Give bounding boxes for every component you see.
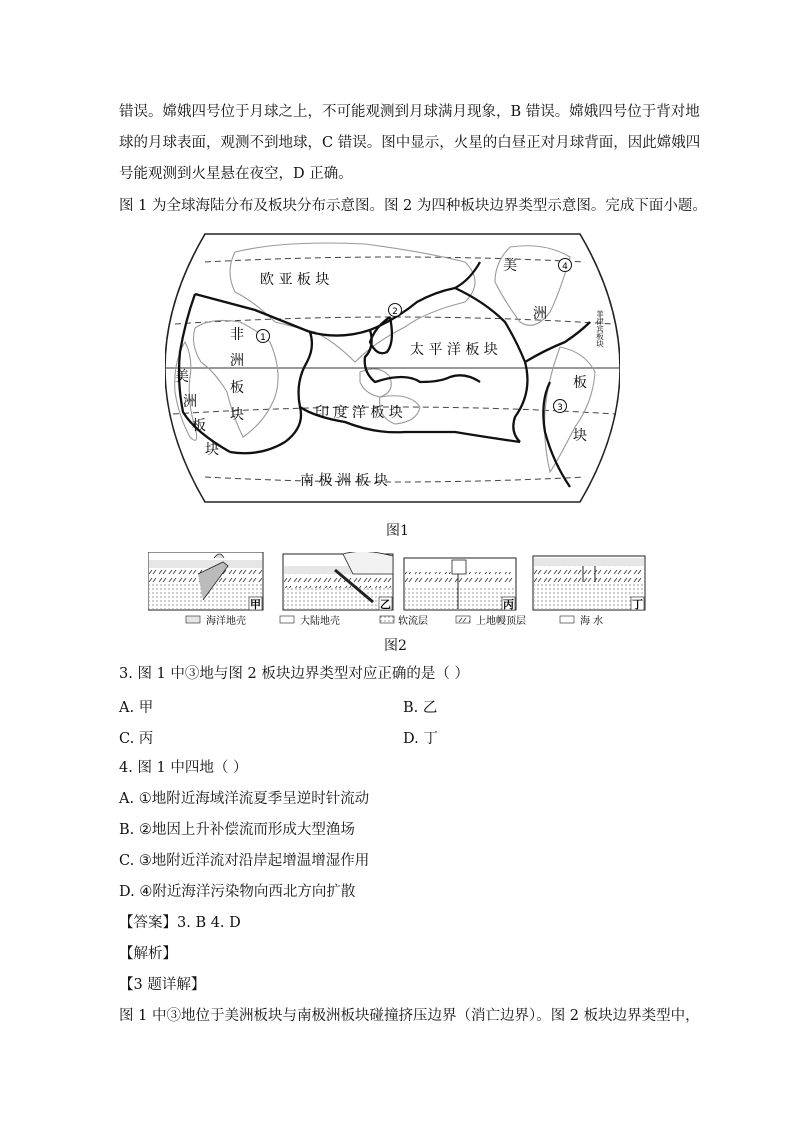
- panel-label-jia: 甲: [250, 598, 261, 611]
- paragraph-line-3: 号能观测到火星悬在夜空，D 正确。: [119, 166, 353, 182]
- panel-label-ding: 丁: [632, 598, 643, 611]
- question-3-option-b[interactable]: B. 乙: [403, 700, 438, 716]
- legend-asthenosphere: 软流层: [398, 616, 428, 627]
- panel-ding: [533, 556, 645, 610]
- question-4-option-b[interactable]: B. ②地因上升补偿流而形成大型渔场: [119, 822, 355, 838]
- detail-text: 图 1 中③地位于美洲板块与南极洲板块碰撞挤压边界（消亡边界）。图 2 板块边界类型中，: [119, 1008, 700, 1024]
- paragraph-line-1: 错误。嫦娥四号位于月球之上，不可能观测到月球满月现象，B 错误。嫦娥四号位于背对地: [119, 104, 700, 120]
- american-plate-west-char-3: 板: [573, 375, 587, 391]
- question-3-stem: 3. 图 1 中③地与图 2 板块边界类型对应正确的是（ ）: [119, 666, 469, 682]
- detail-label: 【3 题详解】: [119, 977, 206, 993]
- american-plate-east-char-2: 洲: [183, 394, 197, 410]
- panel-label-bing: 丙: [503, 598, 514, 611]
- small-plate-label: 菲律宾板块: [595, 310, 605, 348]
- figure1-caption: 图1: [386, 523, 409, 539]
- question-3-option-c[interactable]: C. 丙: [119, 731, 154, 747]
- eurasian-plate-label: 欧 亚 板 块: [260, 272, 330, 288]
- marker-2: 2: [392, 307, 398, 317]
- question-4-option-c[interactable]: C. ③地附近洋流对沿岸起增温增湿作用: [119, 853, 370, 869]
- legend-upper-mantle: 上地幔顶层: [476, 616, 526, 627]
- analysis-label: 【解析】: [119, 946, 177, 962]
- american-plate-west-char-1: 美: [503, 258, 517, 274]
- african-plate-char-2: 洲: [230, 353, 244, 369]
- panel-bing: [404, 558, 516, 610]
- american-plate-east-char-3: 板: [192, 418, 206, 434]
- panel-jia: [148, 552, 263, 610]
- legend-seawater: 海 水: [580, 616, 604, 627]
- question-4-stem: 4. 图 1 中四地（ ）: [119, 760, 248, 776]
- african-plate-char-1: 非: [230, 327, 244, 343]
- question-4-option-a[interactable]: A. ①地附近海域洋流夏季呈逆时针流动: [119, 791, 370, 807]
- marker-1: 1: [260, 333, 266, 343]
- question-3-option-d[interactable]: D. 丁: [403, 731, 438, 747]
- answer-line: 【答案】3. B 4. D: [119, 915, 241, 931]
- legend-continental-crust: 大陆地壳: [300, 616, 340, 627]
- panel-yi: [283, 552, 393, 610]
- legend-oceanic-crust: 海洋地壳: [206, 616, 246, 627]
- pacific-plate-label: 太 平 洋 板 块: [410, 342, 498, 358]
- african-plate-char-3: 板: [230, 380, 244, 396]
- american-plate-west-char-2: 洲: [533, 306, 547, 322]
- panel-label-yi: 乙: [380, 598, 391, 611]
- figure2-caption: 图2: [384, 638, 407, 654]
- paragraph-line-2: 球的月球表面，观测不到地球，C 错误。图中显示，火星的白昼正对月球背面，因此嫦娥四: [119, 135, 701, 151]
- marker-3: 3: [557, 403, 563, 413]
- american-plate-east-char-1: 美: [175, 369, 189, 385]
- boundary-types-figure: [148, 552, 648, 632]
- indian-plate-label: 印 度 洋 板 块: [315, 405, 403, 421]
- american-plate-east-char-4: 块: [205, 442, 219, 458]
- intro-line: 图 1 为全球海陆分布及板块分布示意图。图 2 为四种板块边界类型示意图。完成下面小题。: [119, 198, 707, 214]
- question-3-option-a[interactable]: A. 甲: [119, 700, 154, 716]
- plate-map-figure: [165, 232, 620, 504]
- american-plate-west-char-4: 块: [573, 428, 587, 444]
- question-4-option-d[interactable]: D. ④附近海洋污染物向西北方向扩散: [119, 884, 356, 900]
- marker-4: 4: [562, 262, 568, 272]
- antarctic-plate-label: 南 极 洲 板 块: [300, 473, 388, 489]
- african-plate-char-4: 块: [230, 407, 244, 423]
